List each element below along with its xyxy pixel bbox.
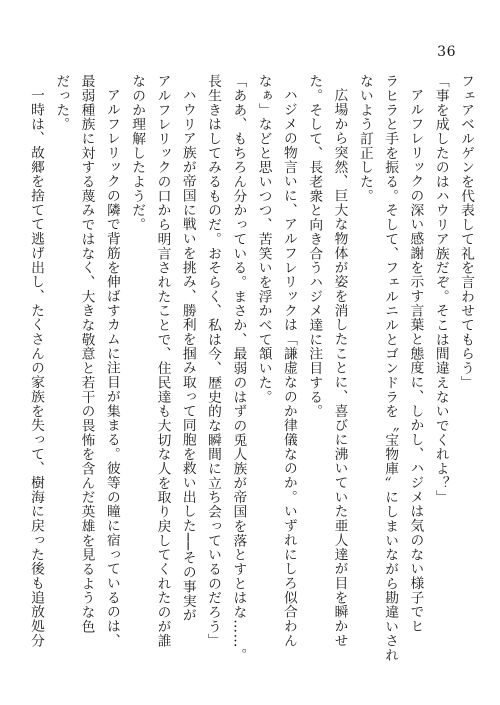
text-line: 一時は、故郷を捨てて逃げ出し、たくさんの家族を失って、樹海に戻った後も追放処分 (27, 87, 44, 648)
text-line: 最弱種族に対する蔑みではなく、大きな敬意と若干の畏怖を含んだ英雄を見るような色 (78, 74, 95, 634)
text-line: 長生きはしてみるものだ。おそらく、私は今、歴史的な瞬間に立ち会っているのだろう」 (205, 74, 222, 648)
text-line: ハウリア族が帝国に戦いを挑み、勝利を掴み取って同胞を救い出した──その事実が (179, 87, 196, 623)
vertical-text-body (28, 74, 472, 670)
text-line: 広場から突然、巨大な物体が姿を消したことに、喜びに沸いていた亜人達が目を瞬かせ (331, 87, 348, 648)
page-number: 36 (437, 44, 456, 60)
text-line: フェアベルゲンを代表して礼を言わせてもらう」 (458, 74, 474, 390)
text-line: ないよう訂正した。 (356, 74, 373, 204)
text-line: ラヒラと手を振る。そして、フェルニルとゴンドラを〝宝物庫〟にしまいながら勘違いされ (382, 74, 399, 663)
text-line: なのか理解したようだ。 (129, 74, 146, 232)
text-line: た。そして、長老衆と向き合うハジメ達に注目する。 (306, 74, 323, 419)
text-line: 「ああ、もちろん分かっている。まさか、最弱のはずの兎人族が帝国を落とすとはな……。 (230, 74, 247, 663)
text-line: 「事を成したのはハウリア族だぞ。そこは間違えないでくれよ？」 (432, 74, 449, 505)
text-line: だった。 (53, 74, 70, 132)
text-line: ハジメの物言いに、アルフレリックは「謙虚なのか律儀なのか。いずれにしろ似合わん (280, 87, 297, 648)
text-line: アルフレリックの口から明言されたことで、住民達も大切な人を取り戻してくれたのが誰 (154, 74, 171, 648)
text-line: なぁ」などと思いつつ、苦笑いを浮かべて頷いた。 (255, 74, 272, 405)
text-line: アルフレリックの深い感謝を示す言葉と態度に、しかし、ハジメは気のない様子でヒ (407, 87, 424, 634)
text-line: アルフレリックの隣で背筋を伸ばすカムに注目が集まる。彼等の瞳に宿っているのは、 (103, 87, 120, 648)
